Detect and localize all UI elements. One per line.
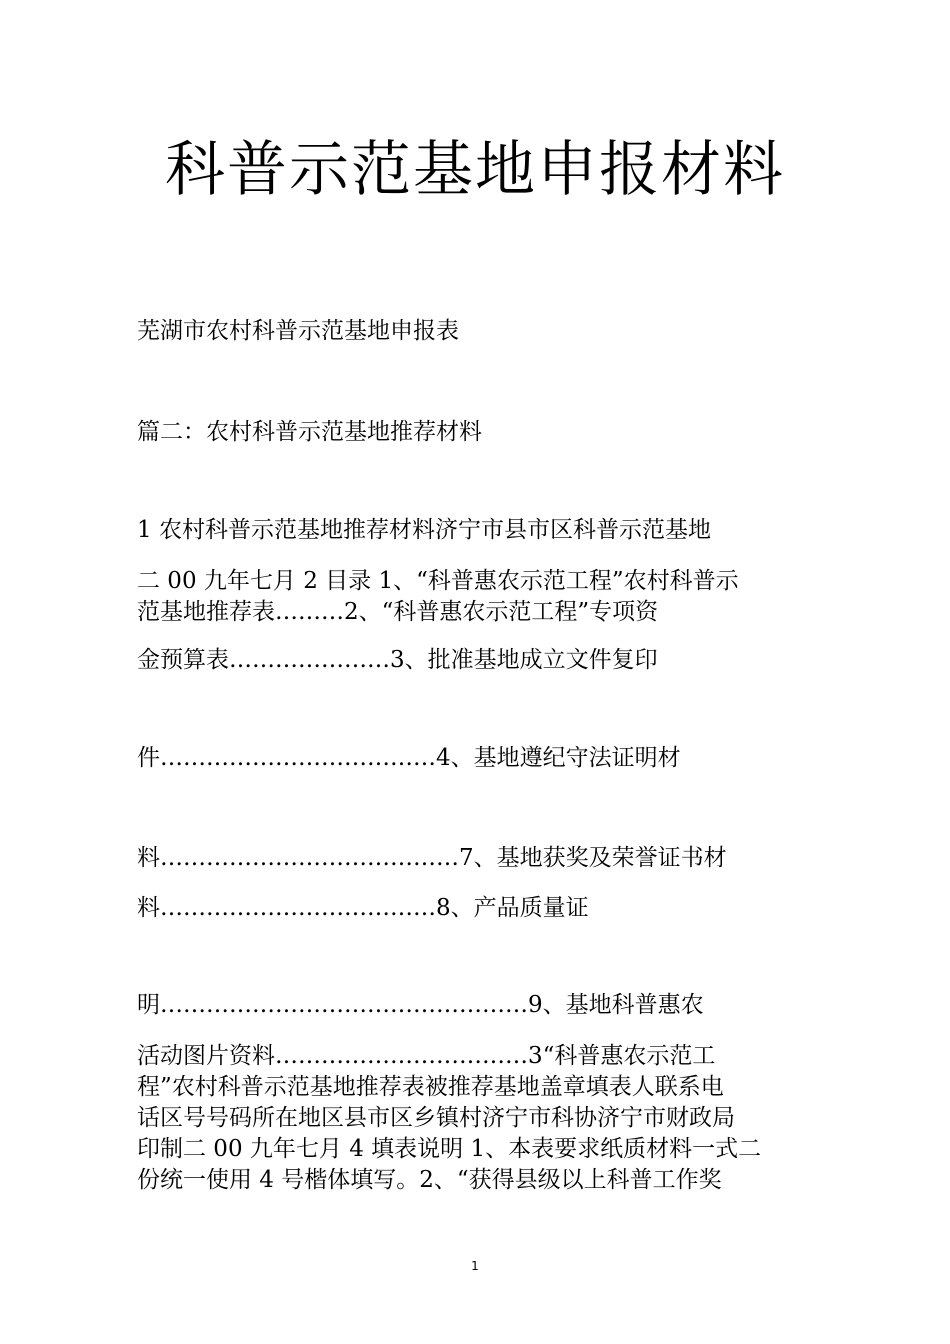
- text-line: 印制二 00 九年七月 4 填表说明 1、本表要求纸质材料一式二: [137, 1136, 762, 1162]
- paragraph-recommendation-materials: 1 农村科普示范基地推荐材料济宁市县市区科普示范基地: [137, 517, 711, 543]
- toc-entry-law-compliance: 料…………………………………7、基地获奖及荣誉证书材: [137, 845, 727, 871]
- text-line: 二 00 九年七月 2 目录 1、“科普惠农示范工程”农村科普示: [137, 568, 739, 594]
- page-number: 1: [471, 1259, 479, 1273]
- toc-entry-budget: 金预算表…………………3、批准基地成立文件复印: [137, 647, 658, 673]
- toc-entry-awards: 料………………………………8、产品质量证: [137, 895, 589, 921]
- document-title: 科普示范基地申报材料: [165, 135, 785, 205]
- paragraph-table-of-contents: [137, 566, 739, 628]
- text-line: 程”农村科普示范基地推荐表被推荐基地盖章填表人联系电: [137, 1074, 724, 1100]
- paragraph-application-form: 芜湖市农村科普示范基地申报表: [137, 318, 459, 344]
- paragraph-activity-and-instructions: [137, 1041, 761, 1196]
- text-line: 范基地推荐表………2、“科普惠农示范工程”专项资: [137, 599, 659, 625]
- toc-entry-approval-document: 件………………………………4、基地遵纪守法证明材: [137, 745, 681, 771]
- text-line: 活动图片资料……………………………3“科普惠农示范工: [137, 1043, 716, 1069]
- text-line: 份统一使用 4 号楷体填写。2、“获得县级以上科普工作奖: [137, 1167, 722, 1193]
- paragraph-section-two-heading: 篇二：农村科普示范基地推荐材料: [137, 419, 482, 445]
- toc-entry-product-quality: 明…………………………………………9、基地科普惠农: [137, 992, 704, 1018]
- text-line: 话区号号码所在地区县市区乡镇村济宁市科协济宁市财政局: [137, 1105, 735, 1131]
